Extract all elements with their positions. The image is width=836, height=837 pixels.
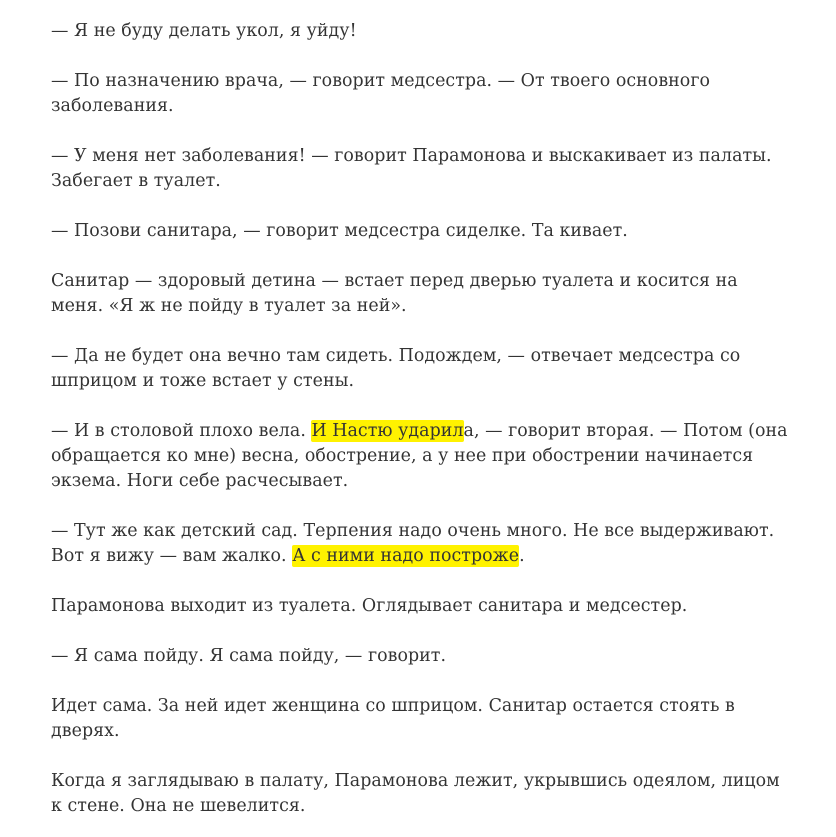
article-paragraph: — По назначению врача, — говорит медсестра. — От твоего основного заболевания. xyxy=(51,71,711,116)
article-paragraph: — Я не буду делать укол, я уйду! xyxy=(51,21,357,41)
article-paragraph-with-highlight xyxy=(51,419,791,494)
highlighted-text[interactable]: А с ними надо построже xyxy=(292,546,520,566)
paragraph-text-before: — Тут же как детский сад. Терпения надо очень много. Не все выдерживают. Вот я вижу — вам жалко. xyxy=(51,521,775,566)
paragraph-text-after: а, — говорит вторая. — Потом (она обращается ко мне) весна, обострение, а у нее при обострении начинается экзема. Ноги себе расчесывает. xyxy=(51,421,788,491)
paragraph-text-after: . xyxy=(519,546,525,566)
highlighted-text[interactable]: И Настю ударил xyxy=(311,421,464,441)
paragraph-text-before: — И в столовой плохо вела. xyxy=(51,421,312,441)
article-paragraph: — Позови санитара, — говорит медсестра сиделке. Та кивает. xyxy=(51,221,628,241)
article-paragraph: — Да не будет она вечно там сидеть. Подождем, — отвечает медсестра со шприцом и тоже встает у стены. xyxy=(51,346,741,391)
article-paragraph: — У меня нет заболевания! — говорит Парамонова и выскакивает из палаты. Забегает в туалет. xyxy=(51,146,772,191)
article-paragraph-with-highlight xyxy=(51,519,791,569)
article-paragraph: Когда я заглядываю в палату, Парамонова лежит, укрывшись одеялом, лицом к стене. Она не шевелится. xyxy=(51,771,780,816)
article-paragraph: Идет сама. За ней идет женщина со шприцом. Санитар остается стоять в дверях. xyxy=(51,696,735,741)
article-paragraph: — Я сама пойду. Я сама пойду, — говорит. xyxy=(51,646,447,666)
article-paragraph: Парамонова выходит из туалета. Оглядывает санитара и медсестер. xyxy=(51,596,688,616)
article-paragraph: Санитар — здоровый детина — встает перед дверью туалета и косится на меня. «Я ж не пойду в туалет за ней». xyxy=(51,271,738,316)
